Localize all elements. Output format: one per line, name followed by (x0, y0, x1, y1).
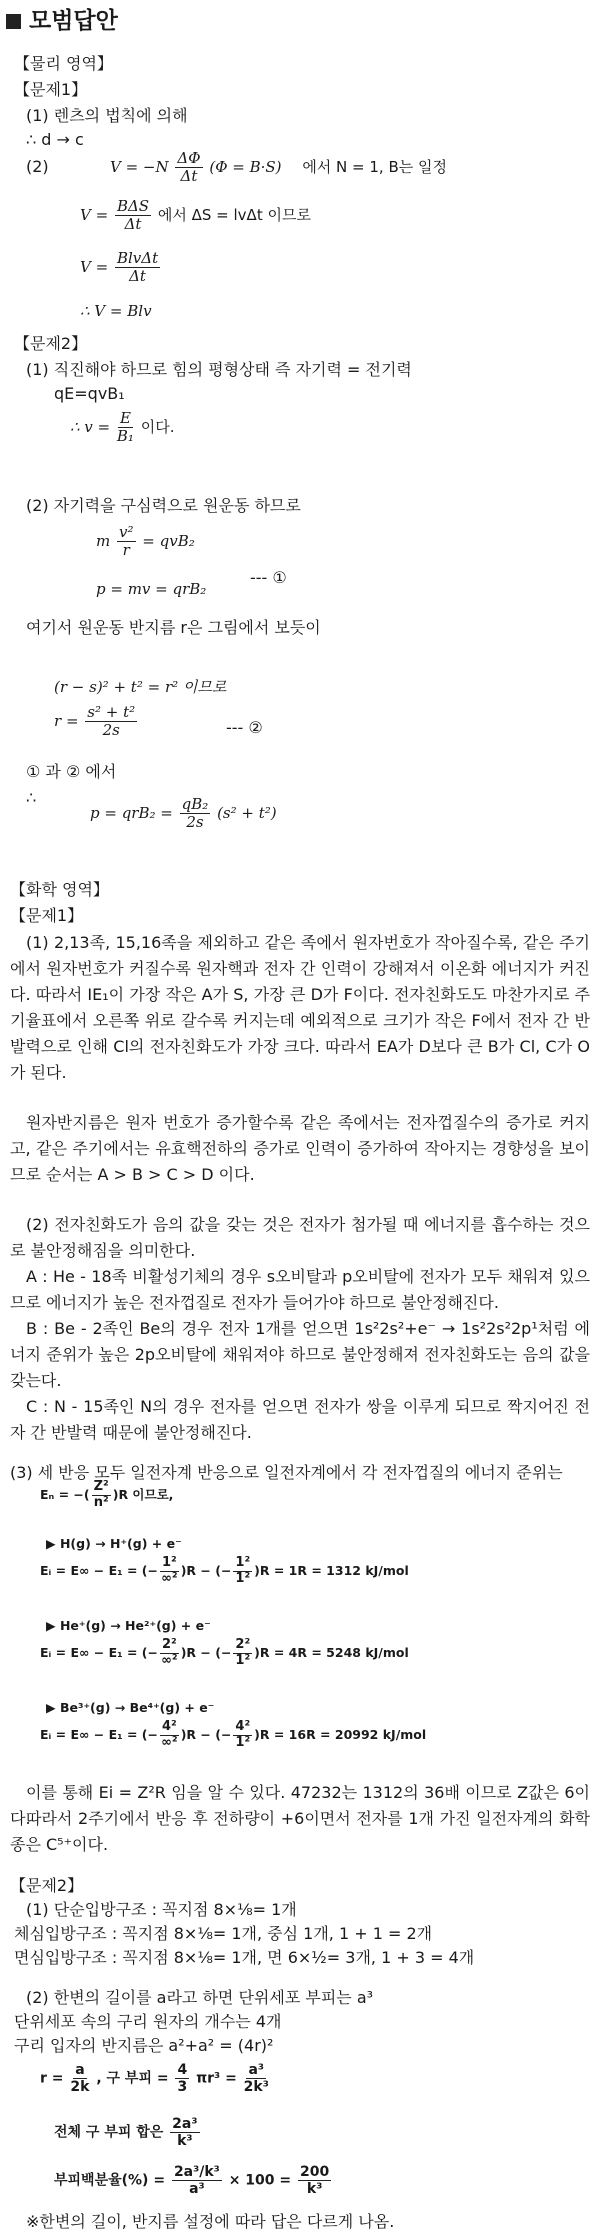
chemistry-p2-line2: 체심입방구조 : 꼭지점 8×⅛= 1개, 중심 1개, 1 + 1 = 2개 (14, 1924, 433, 1943)
formula-denominator: 1² (235, 1652, 251, 1668)
formula-part: = qvB₂ (142, 531, 195, 550)
formula-part: ∴ v = (70, 417, 111, 436)
physics-p2-line5: ① 과 ② 에서 (26, 762, 117, 781)
physics-p2-line4: 여기서 원운동 반지름 r은 그림에서 보듯이 (26, 618, 321, 637)
chemistry-problem2-label: 【문제2】 (10, 1876, 84, 1895)
formula-numerator: BlvΔt (116, 249, 159, 267)
chemistry-p2-line6: 구리 입자의 반지름은 a²+a² = (4r)² (14, 2036, 274, 2055)
chemistry-p2-line3: 면심입방구조 : 꼭지점 8×⅛= 1개, 면 6×½= 3개, 1 + 3 = 4개 (14, 1948, 475, 1967)
physics-p2-line3: (2) 자기력을 구심력으로 원운동 하므로 (26, 496, 301, 515)
physics-p2-formula1 (70, 410, 174, 446)
formula-denominator: Δt (124, 215, 142, 234)
formula-numerator: 4² (235, 1719, 251, 1734)
chemistry-p2-line5: 단위세포 속의 구리 원자의 개수는 4개 (14, 2012, 282, 2031)
physics-p2-line6: ∴ (26, 788, 37, 807)
volume-percentage-formula (54, 2164, 333, 2197)
formula-part: (Φ = B·S) (209, 157, 282, 176)
formula-part: 전체 구 부피 합은 (54, 2124, 164, 2141)
formula-numerator: 1² (161, 1555, 177, 1570)
formula-denominator: 1² (235, 1734, 251, 1750)
formula-numerator: 1² (235, 1555, 251, 1570)
formula-part: , 구 부피 = (96, 2070, 169, 2087)
physics-p2-formula2 (96, 524, 195, 560)
chemistry-p1-paragraph9: 따라서 2주기에서 반응 후 전하량이 +6이면서 전자를 1개 가진 일전자계의 화학종은 C⁵⁺이다. (10, 1809, 590, 1854)
formula-part: Eᵢ = E∞ − E₁ = (− (40, 1644, 158, 1660)
formula-numerator: 2a³ (172, 2116, 198, 2132)
physics-p2-formula4: (r − s)² + t² = r² 이므로 (54, 678, 227, 696)
formula-part: (s² + t²) (217, 803, 277, 822)
formula-part: )R − (− (180, 1644, 232, 1660)
formula-denominator: B₁ (116, 427, 134, 446)
formula-part: )R = 4R = 5248 kJ/mol (254, 1644, 409, 1660)
physics-section-heading: 【물리 영역】 (14, 54, 113, 73)
formula-numerator: ΔΦ (177, 149, 201, 167)
formula-part: r = (54, 711, 79, 730)
equation-marker-2: --- ② (226, 718, 263, 737)
physics-p2-line2: qE=qvB₁ (54, 384, 125, 403)
reaction-2-energy (40, 1638, 409, 1669)
formula-part: πr³ = (196, 2070, 237, 2087)
sphere-volume-formula (40, 2062, 271, 2095)
formula-denominator: 1² (235, 1570, 251, 1586)
formula-numerator: a³ (248, 2062, 265, 2078)
formula-part: Eᵢ = E∞ − E₁ = (− (40, 1562, 158, 1578)
chemistry-section-heading: 【화학 영역】 (10, 880, 109, 899)
formula-numerator: 2² (161, 1637, 177, 1652)
reaction-1: ▶ H(g) → H⁺(g) + e⁻ (46, 1536, 182, 1551)
formula-numerator: 4² (161, 1719, 177, 1734)
formula-numerator: s² + t² (87, 703, 136, 721)
formula-denominator: ∞² (161, 1652, 178, 1668)
chemistry-p1-paragraph7: (3) 세 반응 모두 일전자계 반응으로 일전자계에서 각 전자껍질의 에너지 준위는 (10, 1463, 563, 1482)
formula-denominator: k³ (177, 2133, 193, 2150)
formula-note: 에서 ΔS = lvΔt 이므로 (157, 205, 311, 224)
physics-p1-line2: ∴ d → c (26, 130, 84, 149)
reaction-3-energy (40, 1720, 426, 1751)
formula-denominator: Δt (129, 267, 146, 286)
formula-denominator: Δt (180, 167, 198, 186)
formula-numerator: a (75, 2062, 85, 2078)
formula-denominator: 2k³ (243, 2079, 269, 2096)
formula-numerator: 4 (177, 2062, 188, 2078)
formula-numerator: 2a³/k³ (173, 2164, 220, 2180)
physics-p1-formula3 (80, 250, 162, 286)
chemistry-p2-line1: (1) 단순입방구조 : 꼭지점 8×⅛= 1개 (26, 1900, 297, 1919)
formula-numerator: Z² (93, 1479, 109, 1494)
energy-level-formula (40, 1480, 173, 1511)
physics-problem2-label: 【문제2】 (14, 334, 88, 353)
equation-marker-1: --- ① (250, 568, 287, 587)
formula-part: V = (80, 205, 109, 224)
formula-part: × 100 = (228, 2172, 292, 2189)
formula-part: Eᵢ = E∞ − E₁ = (− (40, 1726, 158, 1742)
physics-p2-formula3: p = mv = qrB₂ (96, 580, 207, 598)
formula-denominator: ∞² (161, 1570, 178, 1586)
chemistry-problem1-label: 【문제1】 (10, 906, 84, 925)
formula-part: r = (40, 2070, 64, 2087)
physics-p2-line1: (1) 직진해야 하므로 힘의 평형상태 즉 자기력 = 전기력 (26, 360, 412, 379)
chemistry-p2-note: ※한변의 길이, 반지름 설정에 따라 답은 다르게 나옴. (26, 2212, 395, 2231)
formula-denominator: r (122, 541, 130, 560)
formula-part: )R = 1R = 1312 kJ/mol (254, 1562, 409, 1578)
formula-denominator: 2s (102, 721, 120, 740)
formula-note: 에서 N = 1, B는 일정 (302, 157, 447, 176)
formula-part: Eₙ = −( (40, 1486, 90, 1502)
chemistry-p1-paragraph6: C : N - 15족인 N의 경우 전자를 얻으면 전자가 쌍을 이루게 되므로 짝지어진 전자 간 반발력 때문에 불안정해진다. (10, 1397, 590, 1442)
physics-p1-line1: (1) 렌츠의 법칙에 의해 (26, 106, 188, 125)
formula-part: )R 이므로, (112, 1486, 174, 1502)
formula-numerator: E (119, 409, 131, 427)
formula-part: p = qrB₂ = (90, 803, 173, 822)
formula-denominator: a³ (189, 2181, 205, 2198)
formula-denominator: ∞² (161, 1734, 178, 1750)
formula-part: 이다. (140, 417, 175, 436)
square-bullet-icon (6, 14, 21, 29)
page-title (6, 4, 118, 40)
page-title-text: 모범답안 (29, 8, 118, 34)
chemistry-p1-paragraph1: (1) 2,13족, 15,16족을 제외하고 같은 족에서 원자번호가 작아질수록, 같은 주기에서 원자번호가 커질수록 원자핵과 전자 간 인력이 강해져서 이온화 에너지가 커진다. 따라서 IE₁이 가장 작은 A가 S, 가장 큰 D가 F이다. 전자친화도도 마찬가지로 주기율표에서 오른쪽 위로 갈수록 커지는데 예외적으로 크기가 작은 F에서 전자 간 반발력으로 인해 Cl의 전자친화도가 가장 크다. 따라서 EA가 D보다 큰 B가 Cl, C가 O가 된다. (10, 933, 590, 1082)
formula-denominator: 3 (177, 2079, 188, 2096)
formula-denominator: n² (93, 1494, 109, 1510)
formula-part: V = (80, 257, 109, 276)
formula-denominator: 2s (186, 813, 204, 832)
formula-part: m (96, 531, 111, 550)
total-sphere-volume-formula (54, 2116, 202, 2149)
physics-p1-formula1 (110, 150, 447, 186)
physics-p1-formula2 (80, 198, 311, 234)
formula-numerator: BΔS (116, 197, 150, 215)
physics-p1-formula4: ∴ V = Blv (80, 302, 152, 320)
physics-problem1-label: 【문제1】 (14, 80, 88, 99)
chemistry-p1-paragraph8: 이를 통해 Ei = Z²R 임을 알 수 있다. 47232는 1312의 36배 이므로 Z값은 6이다. (10, 1783, 590, 1828)
chemistry-p2-line4: (2) 한변의 길이를 a라고 하면 단위세포 부피는 a³ (26, 1988, 374, 2007)
chemistry-p1-paragraph5: B : Be - 2족인 Be의 경우 전자 1개를 얻으면 1s²2s²+e⁻ → 1s²2s²2p¹처럼 에너지 준위가 높은 2p오비탈에 채워져야 하므로 불안정해져 전자친화도는 음의 값을 갖는다. (10, 1319, 590, 1390)
chemistry-p1-paragraph2: 원자반지름은 원자 번호가 증가할수록 같은 족에서는 전자껍질수의 증가로 커지고, 같은 주기에서는 유효핵전하의 증가로 인력이 증가하여 작아지는 경향성을 보이므로 순서는 A > B > C > D 이다. (10, 1113, 590, 1184)
formula-part: )R = 16R = 20992 kJ/mol (254, 1726, 427, 1742)
formula-numerator: v² (119, 523, 134, 541)
formula-part: 부피백분율(%) = (54, 2172, 166, 2189)
formula-numerator: qB₂ (181, 795, 209, 813)
formula-numerator: 2² (235, 1637, 251, 1652)
physics-p2-formula5 (54, 704, 139, 740)
formula-part: )R − (− (180, 1562, 232, 1578)
formula-numerator: 200 (300, 2164, 330, 2180)
formula-part: V = −N (110, 157, 169, 176)
physics-p1-line3: (2) (26, 157, 49, 176)
formula-part: )R − (− (180, 1726, 232, 1742)
chemistry-p1-paragraph3: (2) 전자친화도가 음의 값을 갖는 것은 전자가 첨가될 때 에너지를 흡수하는 것으로 불안정해짐을 의미한다. (10, 1215, 590, 1260)
reaction-2: ▶ He⁺(g) → He²⁺(g) + e⁻ (46, 1618, 211, 1633)
reaction-3: ▶ Be³⁺(g) → Be⁴⁺(g) + e⁻ (46, 1700, 215, 1715)
formula-denominator: k³ (306, 2181, 323, 2198)
reaction-1-energy (40, 1556, 409, 1587)
physics-p2-formula6 (90, 796, 277, 832)
formula-denominator: 2k (70, 2079, 90, 2096)
chemistry-p1-paragraph4: A : He - 18족 비활성기체의 경우 s오비탈과 p오비탈에 전자가 모두 채워져 있으므로 에너지가 높은 전자껍질로 전자가 들어가야 하므로 불안정해진다. (10, 1267, 590, 1312)
